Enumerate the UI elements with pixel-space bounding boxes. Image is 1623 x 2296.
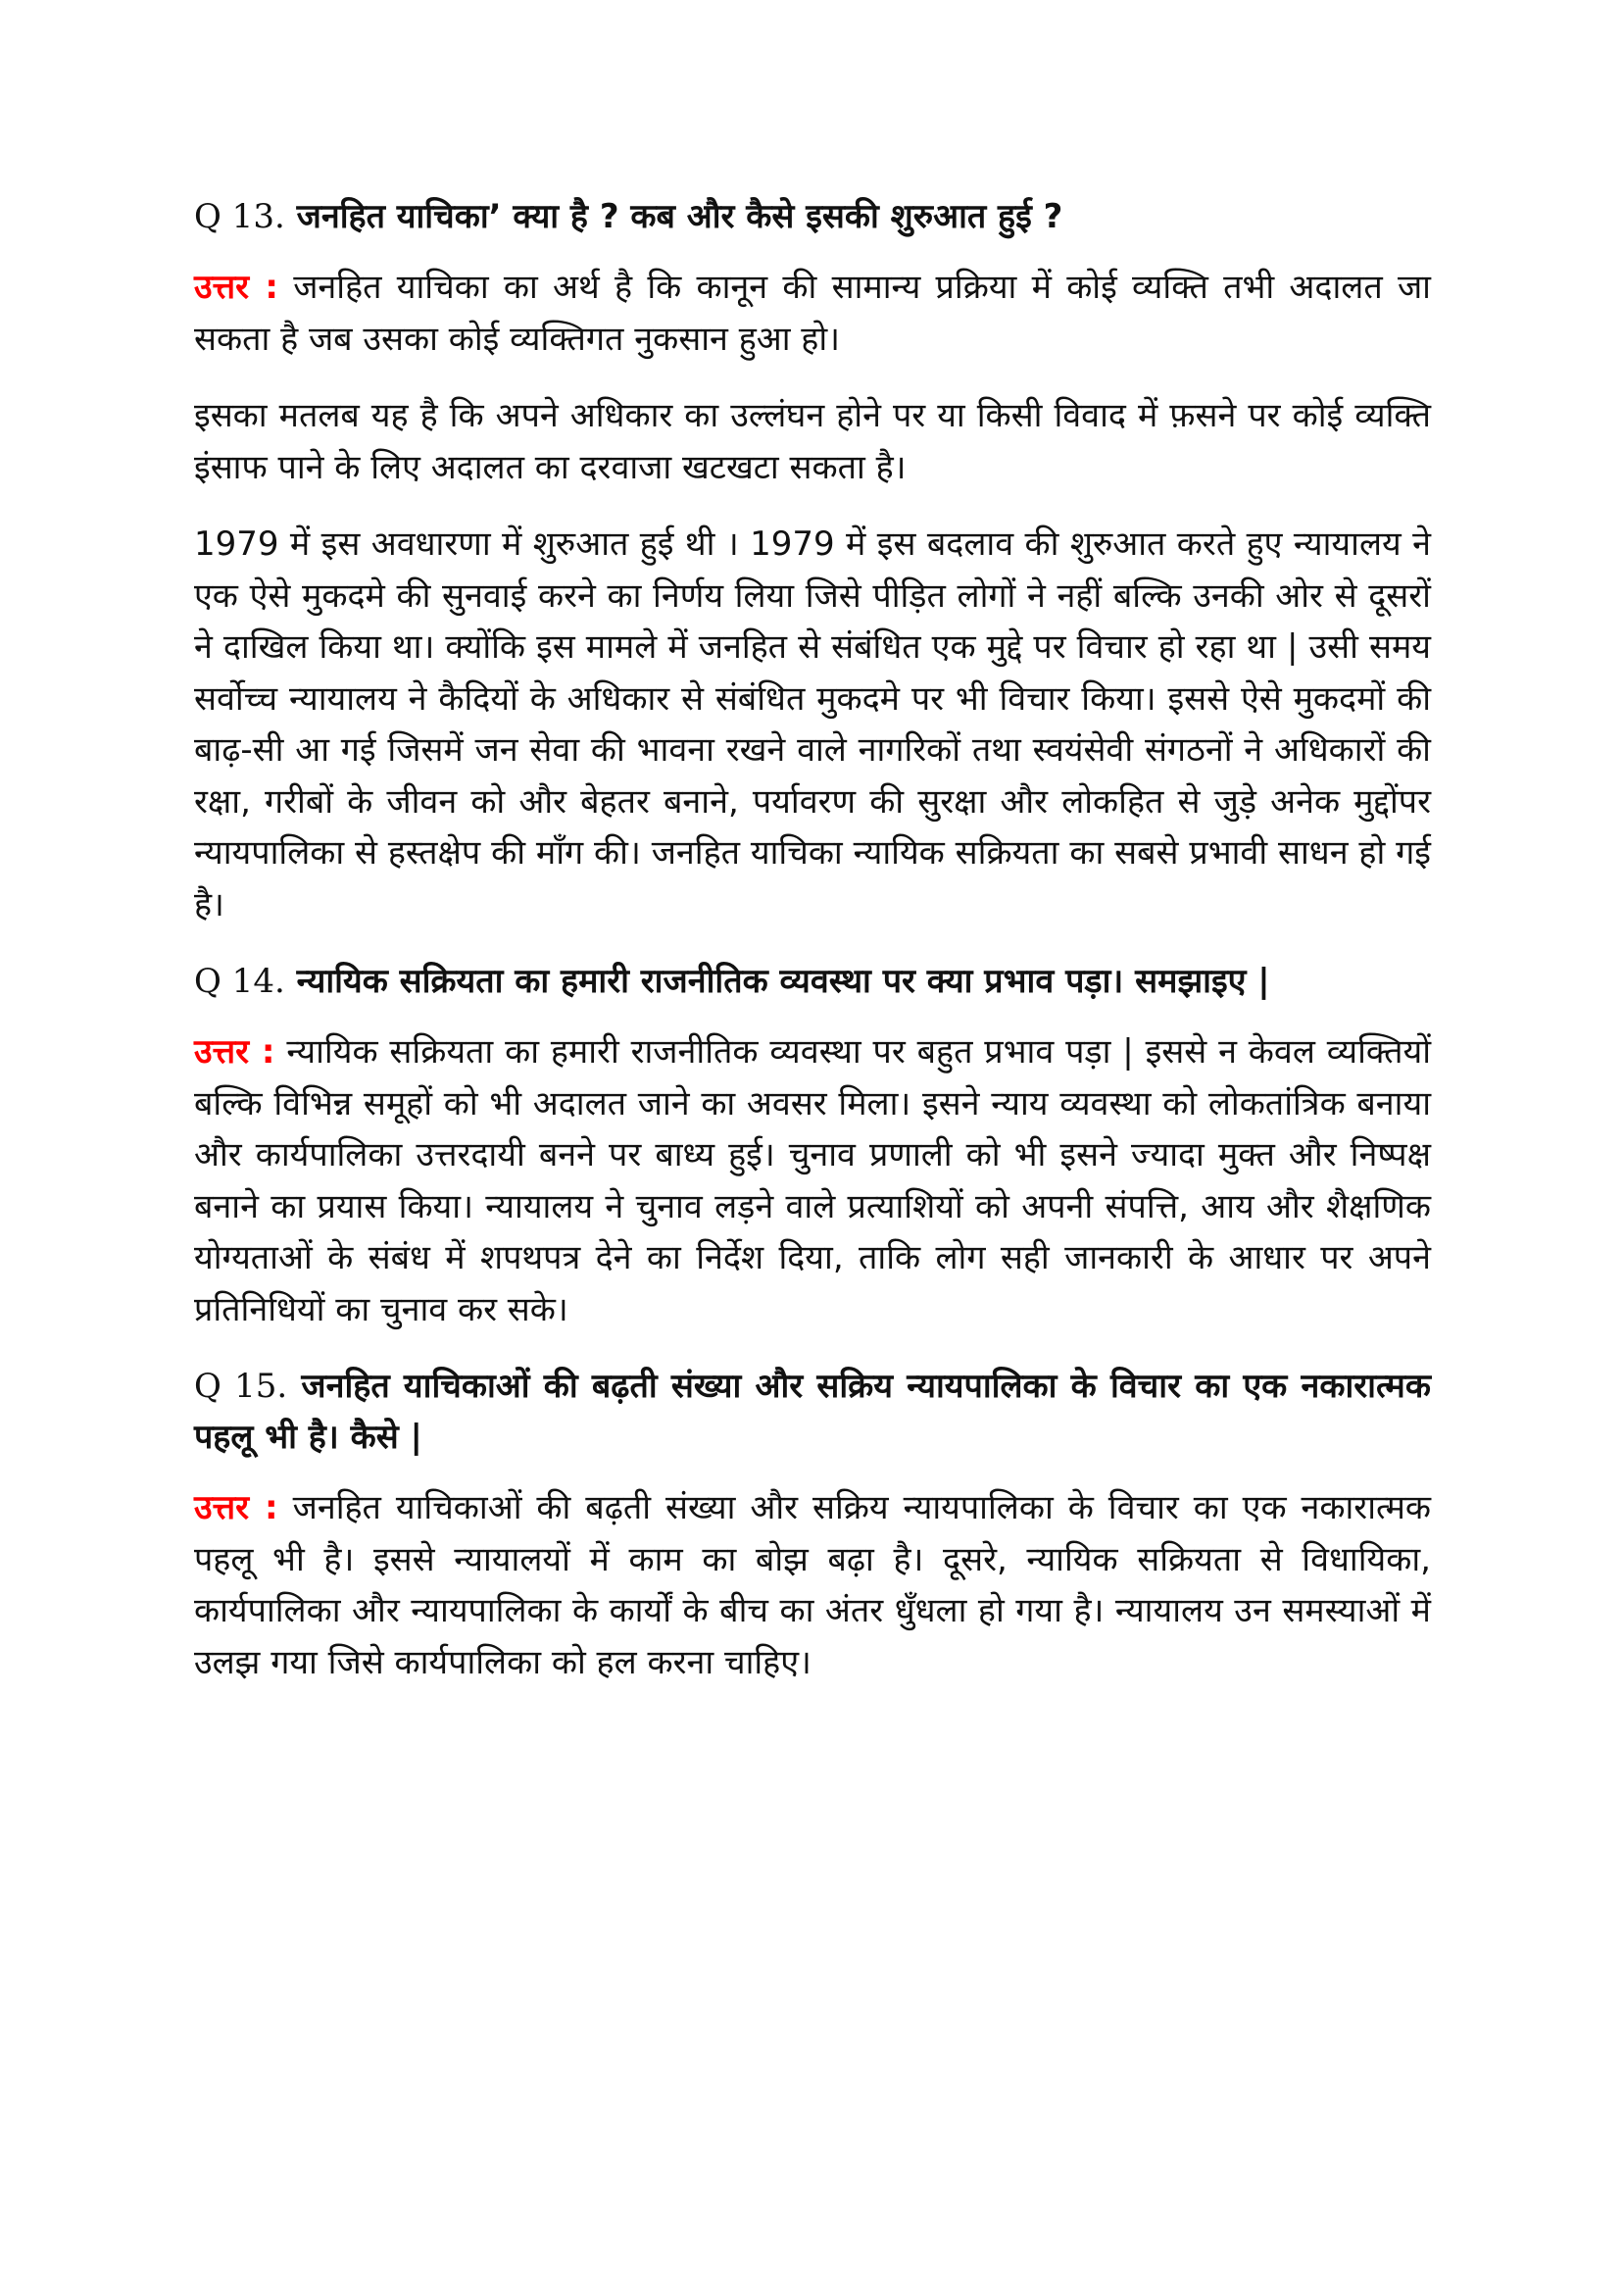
question-number: Q 13.	[194, 197, 285, 236]
answer-label: उत्तर :	[194, 1032, 275, 1072]
answer-paragraph	[194, 1482, 1431, 1688]
answer-label: उत्तर :	[194, 268, 278, 307]
answer-text: जनहित याचिकाओं की बढ़ती संख्या और सक्रिय न्यायपालिका के विचार का एक नकारात्मक पहलू भी है। इससे न्यायालयों में काम का बोझ बढ़ा है। दूसरे, न्यायिक सक्रियता से विधायिका, कार्यपालिका और न्यायपालिका के कार्यों के बीच का अंतर धुँधला हो गया है। न्यायालय उन समस्याओं में उलझ गया जिसे कार्यपालिका को हल करना चाहिए।	[194, 1488, 1432, 1682]
answer-paragraph	[194, 262, 1431, 365]
question-text: न्यायिक सक्रियता का हमारी राजनीतिक व्यवस्था पर क्या प्रभाव पड़ा। समझाइए |	[296, 962, 1270, 1001]
answer-paragraph	[194, 1026, 1431, 1335]
question-number: Q 15.	[194, 1367, 288, 1406]
question-heading	[194, 956, 1431, 1007]
answer-text: न्यायिक सक्रियता का हमारी राजनीतिक व्यवस्था पर बहुत प्रभाव पड़ा | इससे न केवल व्यक्तियों बल्कि विभिन्न समूहों को भी अदालत जाने का अवसर मिला। इसने न्याय व्यवस्था को लोकतांत्रिक बनाया और कार्यपालिका उत्तरदायी बनने पर बाध्य हुई। चुनाव प्रणाली को भी इसने ज्यादा मुक्त और निष्पक्ष बनाने का प्रयास किया। न्यायालय ने चुनाव लड़ने वाले प्रत्याशियों को अपनी संपत्ति, आय और शैक्षणिक योग्यताओं के संबंध में शपथपत्र देने का निर्देश दिया, ताकि लोग सही जानकारी के आधार पर अपने प्रतिनिधियों का चुनाव कर सके।	[194, 1032, 1432, 1329]
question-text: जनहित याचिका’ क्या है ? कब और कैसे इसकी शुरुआत हुई ?	[296, 197, 1063, 236]
section-q14	[194, 956, 1431, 1335]
question-heading	[194, 191, 1431, 242]
document-page	[194, 191, 1431, 1714]
question-number: Q 14.	[194, 962, 285, 1001]
answer-paragraph: इसका मतलब यह है कि अपने अधिकार का उल्लंघन होने पर या किसी विवाद में फ़सने पर कोई व्यक्ति इंसाफ पाने के लिए अदालत का दरवाजा खटखटा सकता है।	[194, 396, 1431, 487]
section-q13	[194, 191, 1431, 930]
answer-label: उत्तर :	[194, 1488, 278, 1527]
section-q15	[194, 1361, 1431, 1688]
question-heading	[194, 1361, 1431, 1463]
answer-text: जनहित याचिका का अर्थ है कि कानून की सामान्य प्रक्रिया में कोई व्यक्ति तभी अदालत जा सकता है जब उसका कोई व्यक्तिगत नुकसान हुआ हो।	[194, 268, 1431, 359]
question-text: जनहित याचिकाओं की बढ़ती संख्या और सक्रिय न्यायपालिका के विचार का एक नकारात्मक पहलू भी है। कैसे |	[194, 1367, 1431, 1457]
answer-paragraph: 1979 में इस अवधारणा में शुरुआत हुई थी । 1979 में इस बदलाव की शुरुआत करते हुए न्यायालय ने एक ऐसे मुकदमे की सुनवाई करने का निर्णय लिया जिसे पीड़ित लोगों ने नहीं बल्कि उनकी ओर से दूसरों ने दाखिल किया था। क्योंकि इस मामले में जनहित से संबंधित एक मुद्दे पर विचार हो रहा था | उसी समय सर्वोच्च न्यायालय ने कैदियों के अधिकार से संबंधित मुकदमे पर भी विचार किया। इससे ऐसे मुकदमों की बाढ़-सी आ गई जिसमें जन सेवा की भावना रखने वाले नागरिकों तथा स्वयंसेवी संगठनों ने अधिकारों की रक्षा, गरीबों के जीवन को और बेहतर बनाने, पर्यावरण की सुरक्षा और लोकहित से जुड़े अनेक मुद्दोंपर न्यायपालिका से हस्तक्षेप की माँग की। जनहित याचिका न्यायिक सक्रियता का सबसे प्रभावी साधन हो गई है।	[194, 524, 1431, 924]
